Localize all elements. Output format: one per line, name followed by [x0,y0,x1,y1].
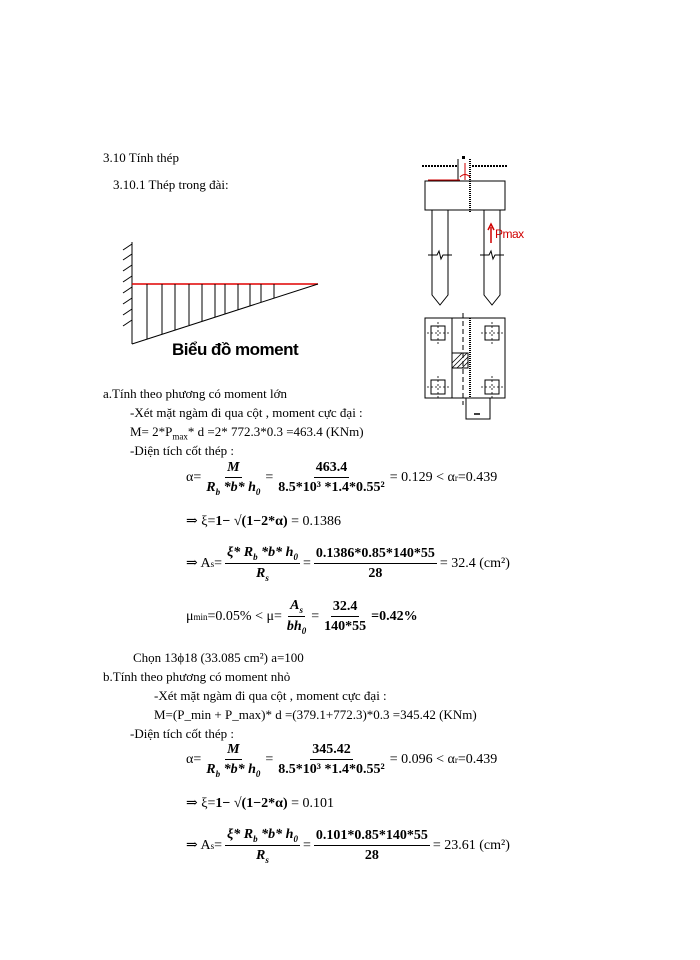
part-a-alpha-equation: α= $\frac{M}{R_b *b* h_0}$ = $\frac{463.4}{\text{8.5*10³ *1.4*0.55²}}$ = 0.129 < α r =0.439 [186,460,498,497]
frac-den: $R_s$ [256,847,269,865]
part-a-area-label: -Diện tích cốt thép : [130,443,234,458]
frac-num: M [225,460,241,478]
mu-lhs-rest: =0.05% < μ= [207,608,282,624]
alpha-result-end: =0.439 [457,752,498,768]
part-a-choice: Chọn 13ϕ18 (33.085 cm²) a=100 [133,650,304,665]
alpha-fraction-numeric [276,460,386,496]
mu-lhs-sub: min [193,611,208,622]
xi-lhs: ⇒ ξ= [186,796,216,811]
alpha-result: = 0.096 < α [389,752,455,768]
frac-den: $bh_0$ [286,618,307,636]
mu-lhs: μ [186,608,194,624]
part-a-moment [130,424,364,442]
frac-num: ξ* $R_b$ *b* $h_0$ [227,545,298,562]
frac-num: 32.4 [331,599,360,617]
subsection-title: 3.10.1 Thép trong đài: [113,177,229,192]
part-b-line1: -Xét mặt ngàm đi qua cột , moment cực đại : [154,688,387,703]
frac-num: 0.101*0.85*140*55 [314,828,430,846]
as-fraction-symbolic [225,545,300,583]
frac-den: 140*55 [324,618,367,634]
alpha-result-sub: r [454,473,458,484]
xi-lhs: ⇒ ξ= [186,514,216,529]
xi-expr: 1− √(1−2*α) [215,795,288,811]
alpha-result-end: =0.439 [457,470,498,486]
moment-prefix: M= 2*P [130,424,173,439]
part-b-heading: b.Tính theo phương có moment nhỏ [103,669,291,684]
alpha-result: = 0.129 < α [389,470,455,486]
frac-den: 8.5*10³ *1.4*0.55² [278,480,385,496]
alpha-fraction-numeric [276,742,386,778]
frac-num: M [225,742,241,760]
moment-sub: max [172,431,188,442]
frac-num: 0.1386*0.85*140*55 [314,546,437,564]
part-b-alpha-equation: α= $\frac{M}{R_b *b* h_0}$ = $\frac{345.42}{\text{8.5*10³ *1.4*0.55²}}$ = 0.096 < α r =0.439 [186,742,498,779]
mu-fraction-numeric [322,599,368,635]
as-lhs: ⇒ A [186,838,211,854]
part-b-moment: M=(P_min + P_max)* d =(379.1+772.3)*0.3 =345.42 (KNm) [154,707,477,722]
part-a-xi-equation [186,513,341,530]
part-a-mu-equation: μ min =0.05% < μ= $\frac{A_s}{bh_0}$ = $\frac{32.4}{140*55}$ =0.42% [186,598,418,636]
part-b-area-label: -Diện tích cốt thép : [130,726,234,741]
part-a-heading: a.Tính theo phương có moment lớn [103,386,287,401]
frac-num: $A_s$ [290,598,303,615]
alpha-result-sub: r [454,755,458,766]
moment-diagram-caption: Biểu đồ moment [172,340,299,359]
as-fraction-numeric [314,546,437,582]
part-b-as-equation: ⇒ A s = $\frac{\xi* R_b *b* h_0}{R_s}$ = $\frac{0.101*0.85*140*55}{28}$ = 23.61 (cm²) [186,827,510,865]
as-lhs-sub: s [210,558,215,569]
part-b-xi-equation [186,795,334,812]
foundation-diagram-svg [410,155,530,425]
mu-result: =0.42% [371,608,418,624]
frac-den: $R_s$ [256,565,269,583]
alpha-fraction-symbolic [204,460,262,497]
alpha-lhs: α= [186,470,202,486]
as-lhs-sub: s [210,840,215,851]
as-fraction-numeric [314,828,430,864]
as-result: = 23.61 (cm²) [432,837,510,853]
as-result: = 32.4 (cm²) [439,555,510,571]
pmax-label: Pmax [495,227,524,241]
frac-den: 8.5*10³ *1.4*0.55² [278,762,385,778]
part-a-line1: -Xét mặt ngàm đi qua cột , moment cực đại : [130,405,363,420]
frac-den: $R_b$ *b* $h_0$ [206,762,261,779]
as-fraction-symbolic [225,827,300,865]
xi-result: = 0.1386 [291,513,342,529]
alpha-lhs: α= [186,752,202,768]
as-lhs: ⇒ A [186,556,211,572]
xi-result: = 0.101 [291,795,335,811]
part-a-as-equation: ⇒ A s = $\frac{\xi* R_b *b* h_0}{R_s}$ = $\frac{0.1386*0.85*140*55}{28}$ = 32.4 (cm²) [186,545,510,583]
frac-den: 28 [368,565,383,581]
section-title: 3.10 Tính thép [103,150,179,165]
foundation-diagram [410,155,530,425]
moment-rest: * d =2* 772.3*0.3 =463.4 (KNm) [187,424,364,439]
frac-num: 463.4 [314,460,350,478]
xi-expr: 1− √(1−2*α) [215,513,288,529]
frac-num: ξ* $R_b$ *b* $h_0$ [227,827,298,844]
frac-den: $R_b$ *b* $h_0$ [206,480,261,497]
mu-fraction-symbolic [285,598,308,636]
frac-den: 28 [364,847,379,863]
alpha-fraction-symbolic [204,742,262,779]
frac-num: 345.42 [310,742,353,760]
